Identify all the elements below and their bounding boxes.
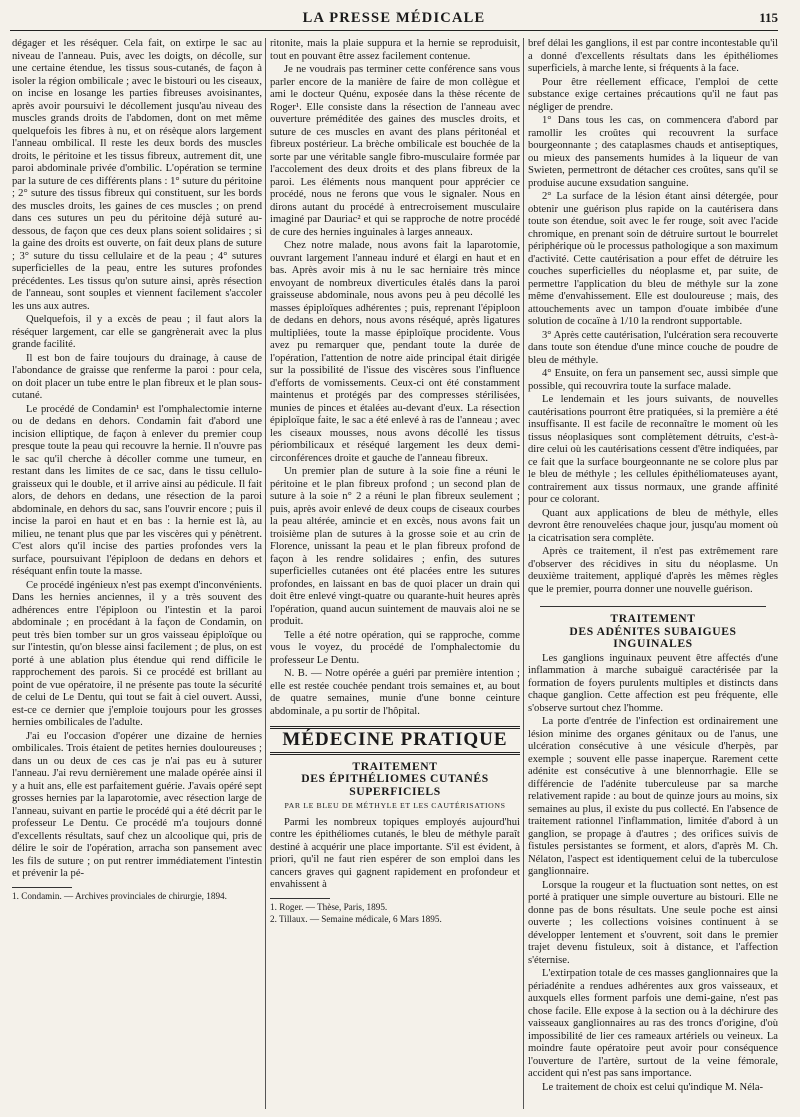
paragraph: J'ai eu l'occasion d'opérer une dizaine de hernies ombilicales. Trois étaient de petites hernies douloureuses ; dans un ou deux de ces cas je n'ai pas eu à suturer l'anneau. J'ai revu dernièrement une malade opérée ainsi il y a huit ans, elle est parfaitement guérie. J'avais opéré sept grosses hernies par la laparotomie, avec résection large de l'anneau, suivant en partie le procédé qui a été décrit par le professeur Le Dentu. Ce procédé m'a toujours donné d'excellents résultats, sauf chez un alcoolique qui, pris de délire le soir de l'opération, arracha son pansement avec les fils de suture ; on put rentrer immédiatement l'intestin et prévenir la pé- [12, 730, 262, 879]
paragraph: Pour être réellement efficace, l'emploi de cette substance exige certaines précautions qu'il ne faut pas négliger de prendre. [528, 76, 778, 113]
footnote: 1. Roger. — Thèse, Paris, 1895. [270, 901, 388, 912]
paragraph: ritonite, mais la plaie suppura et la hernie se reproduisit, tout en pouvant être assez facilement contenue. [270, 38, 520, 62]
paragraph: Chez notre malade, nous avons fait la laparotomie, ouvrant largement l'anneau induré et élargi en haut et en bas. Après avoir mis à nu le sac herniaire très mince envoyant de nombreux diverticules étalés dans la paroi graisseuse abdominale, nous avons peu à peu décollé les masses épiploïques adhérentes ; puis, reprenant l'épiploon de dedans en dehors, nous avons réséqué, après ligatures multipliées, toute la masse épiploïque procidente. Vous avez pu remarquer que, pendant toute la durée de l'opération, l'attention de notre aide principal était dirigée sur la possibilité de l'issue des viscères sous l'influence d'efforts de vomissements. Ceux-ci ont été constamment maintenus et protégés par des compresses stérilisées, munies de pinces et étalées au-devant d'eux. La résection épiploïque faite, le sac a été enlevé à ras de l'anneau ; avec les ciseaux mousses, nous avons décollé les tissus périombilicaux et réséqué largement les deux demi-circonférences droite et gauche de l'anneau fibreux. [270, 240, 520, 464]
paragraph: Quelquefois, il y a excès de peau ; il faut alors la réséquer largement, car elle se gangrènerait avec la plus grande facilité. [12, 314, 262, 350]
column-rule [523, 38, 524, 1109]
divider [540, 606, 766, 607]
paragraph: Telle a été notre opération, qui se rapproche, comme vous le voyez, du procédé de l'omphalectomie du professeur Le Dentu. [270, 629, 520, 666]
section-title: MÉDECINE PRATIQUE [282, 729, 508, 750]
paragraph: L'extirpation totale de ces masses ganglionnaires que la périadénite a rendues adhérentes aux gros vaisseaux, et auxquels elles forment parfois une demi-gaine, n'est pas chose facile. Elle expose à la section ou à la déchirure des vaisseaux ganglionnaires au ras des troncs d'origine, d'où impossibilité de lier ces rameaux artériels ou veineux. La moindre faute opératoire peut avoir pour conséquence l'ouverture de l'artère, surtout de la veine fémorale, accident qui n'est pas sans importance. [528, 968, 778, 1079]
paragraph: Je ne voudrais pas terminer cette conférence sans vous parler encore de la manière de faire de mon collègue et ami le docteur Quénu, exposée dans la thèse récente de Roger¹. Elle consiste dans la résection de l'anneau avec ouverture préméditée des gaines des muscles droits, et suture de ces muscles en avant des plans péritonéal et fibreux postérieur. La brèche ombilicale est bouchée de la sorte par une véritable sangle fibro-musculaire formée par l'accolement des deux droits et des plans fibreux de la paroi. Les éléments nous manquent pour apprécier ce procédé, nous ne ferons que vous le signaler. Nous en dirons autant du procédé à entrecroisement musculaire imaginé par Dauriac² et qui se rapproche de notre procédé de cure des hernies inguinales à larges anneaux. [270, 64, 520, 238]
paragraph: Un premier plan de suture à la soie fine a réuni le péritoine et le plan fibreux profond ; un second plan de suture à la soie n° 2 a réuni le plan fibreux seulement ; puis, après avoir enlevé de deux coups de ciseaux courbes la peau altérée, amincie et en excès, nous avons fait un troisième plan de sutures à la grosse soie et au crin de Florence, unissant la peau et le plan fibreux profond de façon à les rendre solidaires ; enfin, des sutures superficielles cutanées ont été placées entre les sutures profondes, en laissant en bas de quoi placer un drain qui doit être enlevé vingt-quatre ou quarante-huit heures après l'opération, quand aucun suintement de mauvais aloi ne se produit. [270, 466, 520, 627]
paragraph: Ce procédé ingénieux n'est pas exempt d'inconvénients. Dans les hernies anciennes, il y a très souvent des adhérences entre l'épiploon ou l'intestin et la paroi abdominale ; en procédant à la façon de Condamin, on peut très bien tomber sur un gros vaisseau épiploïque ou sur l'intestin, qu'on blesse ainsi facilement ; de plus, on est porté à une ablation plus étendue qui rend difficile le rapprochement des parois. Si ce procédé est brillant au point de vue opératoire, il ne présente pas toute la sécurité de celui de Le Dentu, qui tout se fait à ciel ouvert. Aussi, est-ce ce dernier que j'emploie toujours pour les grosses hernies ombilicales de l'adulte. [12, 579, 262, 728]
footnote: 2. Tillaux. — Semaine médicale, 6 Mars 1895. [270, 913, 442, 924]
footnote-rule [270, 898, 330, 899]
paragraph: 2° La surface de la lésion étant ainsi détergée, pour obtenir une guérison plus rapide on la cautérisera dans toute son étendue, soit avec le fer rouge, soit avec l'acide chromique, en prenant soin de détruire surtout le bourrelet périphérique où le processus pathologique a son maximum d'activité. Cette cautérisation a pour effet de détruire les couches superficielles du néoplasme et, par suite, de permettre l'application du bleu de méthyle sur la zone même d'envahissement. Elle est douloureuse ; mais, des attouchements avec un tampon d'ouate imbibée d'une solution de cocaïne à 1/10 la rendront supportable. [528, 191, 778, 327]
paragraph: Après ce traitement, il n'est pas extrêmement rare d'observer des récidives in situ du néoplasme. Un deuxième traitement, appliqué d'après les mêmes règles que le premier, pourra donner une nouvelle guérison. [528, 546, 778, 595]
paragraph: Parmi les nombreux topiques employés aujourd'hui contre les épithéliomes cutanés, le bleu de méthyle paraît destiné à acquérir une place importante. S'il est évident, à priori, qu'il ne faut rien espérer de son emploi dans les cancers graves qui gagnent rapidement en profondeur et envahissent à [270, 816, 520, 890]
article-title: DES ADÉNITES SUBAIGUES INGUINALES [569, 624, 737, 650]
column-rule [265, 38, 266, 1109]
paragraph: Lorsque la rougeur et la fluctuation sont nettes, on est porté à pratiquer une simple ouverture au bistouri. Elle ne donne pas de bons résultats. Une seule poche est ainsi ouverte ; les collections voisines continuent à se développer lentement et s'ouvrent, soit dans le premier trajet devenu fistuleux, soit à distance, et l'affection s'éternise. [528, 879, 778, 966]
article-subtitle: PAR LE BLEU DE MÉTHYLE ET LES CAUTÉRISATIONS [284, 801, 506, 810]
paragraph: Le traitement de choix est celui qu'indique M. Néla- [542, 1081, 764, 1093]
paragraph: 3° Après cette cautérisation, l'ulcération sera recouverte dans toute son étendue d'une mince couche de poudre de bleu de méthyle. [528, 329, 778, 366]
section-header [270, 726, 520, 755]
page-header [10, 8, 778, 31]
article-title: DES ÉPITHÉLIOMES CUTANÉS SUPERFICIELS [301, 772, 489, 798]
column-1 [12, 38, 262, 1111]
paragraph: dégager et les réséquer. Cela fait, on extirpe le sac au niveau de l'anneau. Puis, avec les doigts, on décolle, sur une certaine étendue, les tissus sous-cutanés, de façon à isoler la région ombilicale ; avec le bistouri ou les ciseaux, on incise en losange les parties fibreuses avoisinantes, après avoir poursuivi le décollement jusqu'au niveau des muscles grands droits de l'abdomen, dont on met même quelquefois les fibres à nu, et on résèque alors largement l'anneau ombilical. Il reste les deux bords des muscles droits, le péritoine et les tissus fibreux, autrement dit, une paroi abdominale privée d'ombilic. L'opération se termine par la suture de ces différents plans : 1° suture du péritoine ; 2° suture des tissus fibreux qui constituent, sur les bords des muscles droits, les gaines de ces muscles ; on prend dans ces sutures un peu du péritoine déjà suturé au-dessous, de façon que ces deux plans soient solidaires ; si la gaine des droits est ouverte, on fait deux plans de suture ; 3° suture du tissu cellulaire et de la peau ; 4° sutures superficielles de la peau, entre les sutures profondes précédentes. Les tissus qu'on suture ainsi, après résection de l'anneau, sont souples et viennent facilement s'accoler les uns aux autres. [12, 38, 262, 312]
paragraph: Quant aux applications de bleu de méthyle, elles devront être renouvelées chaque jour, jusqu'au moment où la cicatrisation sera complète. [528, 507, 778, 544]
paragraph: Il est bon de faire toujours du drainage, à cause de l'abondance de graisse que renferme la paroi : pour cela, on doit placer un tube entre le plan fibreux et le plan sous-cutané. [12, 352, 262, 401]
paragraph: bref délai les ganglions, il est par contre incontestable qu'il a donné d'excellents résultats dans les épithéliomes superficiels, à marche lente, si fréquents à la face. [528, 38, 778, 74]
paragraph: N. B. — Notre opérée a guéri par première intention ; elle est restée couchée pendant trois semaines et, au bout de quatre semaines, munie d'une bonne ceinture abdominale, a pu sortir de l'hôpital. [270, 668, 520, 717]
column-2 [270, 38, 520, 1111]
paragraph: Le lendemain et les jours suivants, de nouvelles cautérisations pourront être pratiquées, si la première a été insuffisante. Il est facile de reconnaître le moment où les tissus néoplasiques sont complètement détruits, c'est-à-dire celui où les cautérisations cessent d'être indiquées, par ce fait que la surface bourgeonnante ne se colore plus par le bleu de méthyle ; les cellules épithéliomateuses ayant, contrairement aux tissus normaux, une grande affinité pour ce colorant. [528, 394, 778, 505]
paragraph: Les ganglions inguinaux peuvent être affectés d'une inflammation à marche subaiguë caractérisée par la formation de foyers purulents multiples et distincts dans chaque ganglion. Cette affection est peu fréquente, elle s'observe surtout chez l'homme. [528, 652, 778, 714]
paragraph: Le procédé de Condamin¹ est l'omphalectomie interne ou de dedans en dehors. Condamin fait d'abord une incision elliptique, de façon à enlever du premier coup presque toute la peau qui recouvre la hernie. Il n'ouvre pas le sac qu'il cherche à décoller comme une tumeur, en restant dans les limites de ce sac, dans le tissu cellulo-graisseux qui le double, et il arrive ainsi au pédicule. Il fait alors, de dehors en dedans, une résection de la paroi abdominale, en dehors du sac, sans l'ouvrir encore ; puis il incise la paroi en haut et en bas : la hernie est là, au milieu, ne tenant plus que par les viscères qui y pénètrent. C'est alors qu'il incise des parties profondes vers la surface, poursuivant l'épiploon de dedans en dehors et réséquant enfin toute la masse. [12, 403, 262, 577]
footnote-rule [12, 887, 72, 888]
paragraph: 4° Ensuite, on fera un pansement sec, aussi simple que possible, qui recouvrira toute la surface malade. [528, 368, 778, 392]
footnote: 1. Condamin. — Archives provinciales de chirurgie, 1894. [12, 890, 227, 901]
paragraph: La porte d'entrée de l'infection est ordinairement une lésion minime des organes génitaux ou de l'anus, une ulcération consécutive à une vésicule d'herpès, par exemple ; souvent elle passe inaperçue. Rarement cette adénite est consécutive à une blennorrhagie. Elle se différencie de l'adénite tuberculeuse par sa marche relativement rapide : au bout de quinze jours au moins, six semaines au plus, il existe du pus collecté. En l'absence de traitement rationnel l'inflammation, limitée d'abord à un ganglion, se propage à d'autres ; des orifices suivis de fistules persistantes se forment, et alors, d'après M. Ch. Nélaton, l'aspect est identiquement celui de la tuberculose ganglionnaire. [528, 716, 778, 877]
journal-title: LA PRESSE MÉDICALE [302, 10, 486, 26]
column-3 [528, 38, 778, 1111]
article-title: TRAITEMENT [610, 612, 696, 625]
article-title: TRAITEMENT [352, 759, 438, 773]
page-number: 115 [759, 10, 778, 25]
paragraph: 1° Dans tous les cas, on commencera d'abord par ramollir les croûtes qui recouvrent la surface bourgeonnante ; des cataplasmes chauds et antiseptiques, ou mieux des pansements humides à la liqueur de van Swieten, permettront de détacher ces croûtes, sans qu'il se produise aucune exsudation sanguine. [528, 115, 778, 189]
